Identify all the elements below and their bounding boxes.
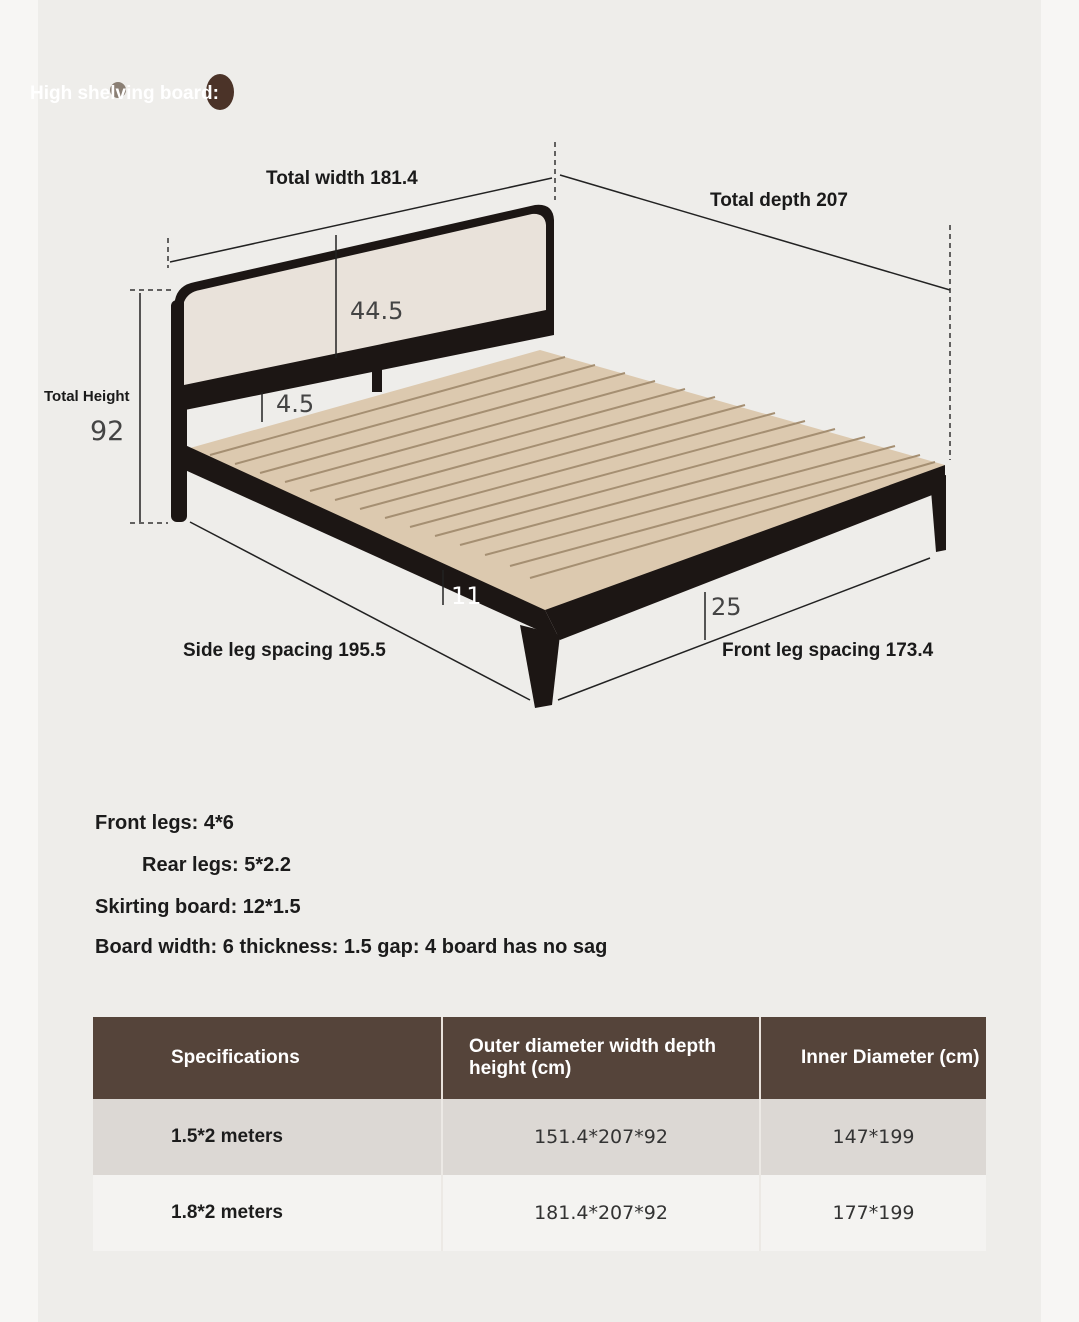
total-width-label: Total width 181.4 (266, 168, 418, 189)
headboard-gap-value: 4.5 (276, 390, 315, 418)
table-row (93, 1175, 986, 1251)
header-specifications: Specifications (93, 1017, 442, 1099)
table-row (93, 1099, 986, 1175)
total-height-label: Total Height (44, 388, 130, 405)
headboard-height-value: 44.5 (350, 297, 404, 325)
front-leg-spacing-label: Front leg spacing 173.4 (722, 640, 934, 661)
side-leg-spacing-label: Side leg spacing 195.5 (183, 640, 386, 661)
shelf-caption: High shelving board: (30, 83, 219, 104)
frame-drop-value: 11 (451, 582, 482, 610)
row-outer: 151.4*207*92 (442, 1099, 760, 1175)
header-outer-diameter: Outer diameter width depth height (cm) (442, 1017, 760, 1099)
row-outer: 181.4*207*92 (442, 1175, 760, 1251)
leg-height-value: 25 (711, 593, 742, 621)
skirting-board-spec: Skirting board: 12*1.5 (95, 896, 301, 918)
rear-legs-spec: Rear legs: 5*2.2 (142, 854, 291, 876)
row-inner: 147*199 (760, 1099, 986, 1175)
front-legs-spec: Front legs: 4*6 (95, 812, 234, 834)
size-spec-table (93, 1017, 986, 1251)
row-spec: 1.5*2 meters (93, 1099, 442, 1175)
board-spec: Board width: 6 thickness: 1.5 gap: 4 board has no sag (95, 936, 608, 958)
table-header-row (93, 1017, 986, 1099)
header-inner-diameter: Inner Diameter (cm) (760, 1017, 986, 1099)
row-inner: 177*199 (760, 1175, 986, 1251)
row-spec: 1.8*2 meters (93, 1175, 442, 1251)
total-depth-label: Total depth 207 (710, 190, 848, 211)
total-height-value: 92 (90, 416, 125, 447)
